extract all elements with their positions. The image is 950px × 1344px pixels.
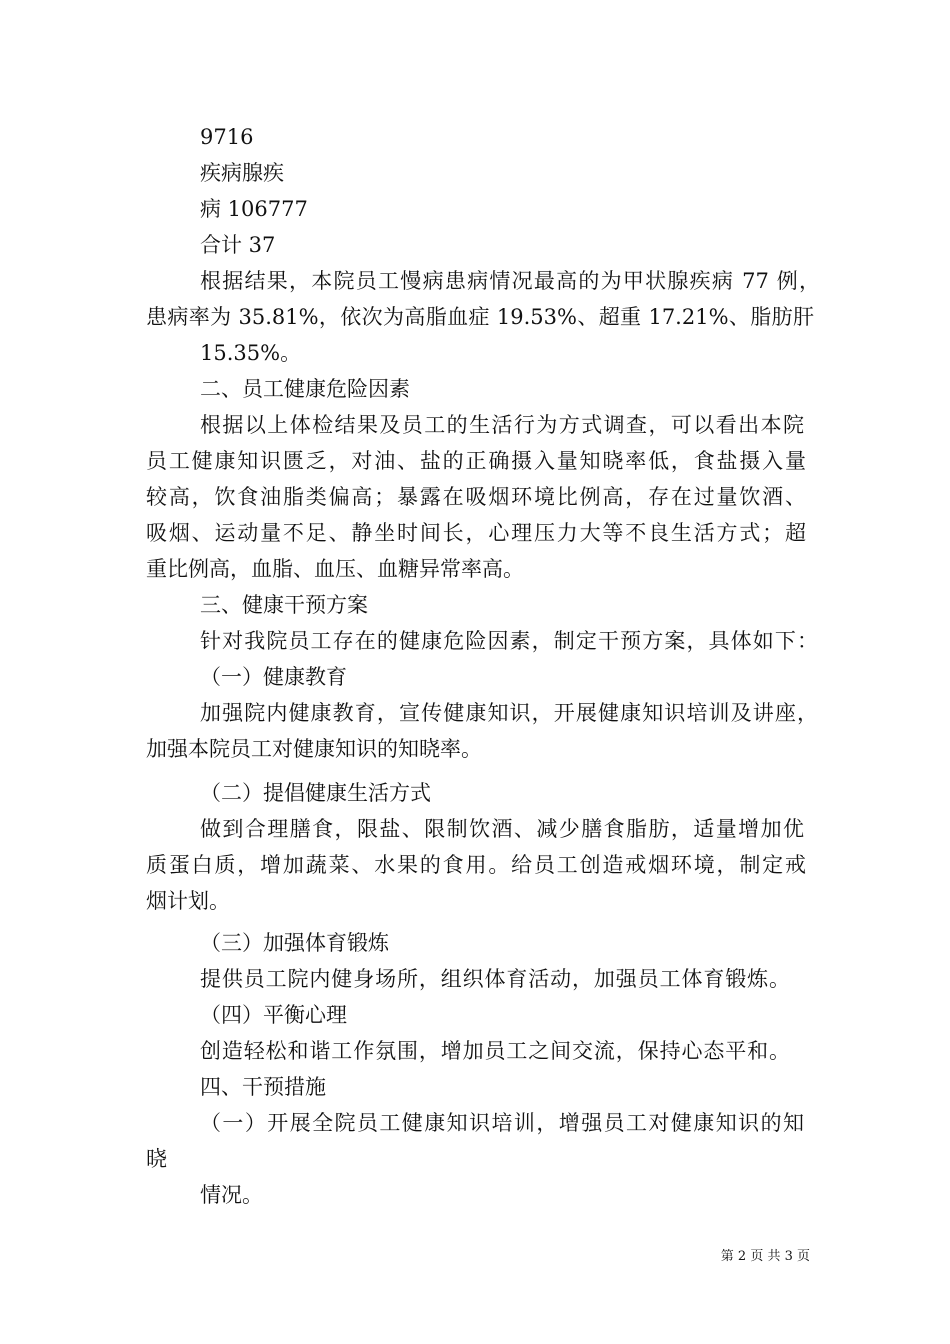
paragraph-line: 创造轻松和谐工作氛围，增加员工之间交流，保持心态平和。 bbox=[200, 1039, 790, 1063]
paragraph-line: （一）开展全院员工健康知识培训，增强员工对健康知识的知 bbox=[200, 1111, 804, 1135]
paragraph-line: 根据以上体检结果及员工的生活行为方式调查，可以看出本院 bbox=[200, 413, 804, 437]
paragraph-line: 15.35%。 bbox=[200, 341, 302, 365]
paragraph-line: 针对我院员工存在的健康危险因素，制定干预方案，具体如下： bbox=[200, 629, 818, 653]
subsection-heading: （三）加强体育锻炼 bbox=[200, 931, 389, 955]
text-line: 病 106777 bbox=[200, 197, 308, 221]
paragraph-line: 重比例高，血脂、血压、血糖异常率高。 bbox=[146, 557, 524, 581]
text-line: 疾病腺疾 bbox=[200, 161, 284, 185]
paragraph-line: 吸烟、运动量不足、静坐时间长，心理压力大等不良生活方式；超 bbox=[146, 521, 806, 545]
page-number: 第 2 页 共 3 页 bbox=[720, 1249, 810, 1264]
paragraph-line: 烟计划。 bbox=[146, 889, 230, 913]
paragraph-line: 提供员工院内健身场所，组织体育活动，加强员工体育锻炼。 bbox=[200, 967, 790, 991]
paragraph-line: 质蛋白质，增加蔬菜、水果的食用。给员工创造戒烟环境，制定戒 bbox=[146, 853, 806, 877]
paragraph-line: 加强本院员工对健康知识的知晓率。 bbox=[146, 737, 482, 761]
section-heading: 二、员工健康危险因素 bbox=[200, 377, 410, 401]
section-heading: 四、干预措施 bbox=[200, 1075, 326, 1099]
subsection-heading: （二）提倡健康生活方式 bbox=[200, 781, 431, 805]
text-line: 合计 37 bbox=[200, 233, 276, 257]
paragraph-line: 晓 bbox=[146, 1147, 167, 1171]
paragraph-line: 根据结果，本院员工慢病患病情况最高的为甲状腺疾病 77 例， bbox=[200, 269, 820, 293]
paragraph-line: 患病率为 35.81%，依次为高脂血症 19.53%、超重 17.21%、脂肪肝 bbox=[146, 305, 814, 329]
subsection-heading: （四）平衡心理 bbox=[200, 1003, 347, 1027]
paragraph-line: 做到合理膳食，限盐、限制饮酒、减少膳食脂肪，适量增加优 bbox=[200, 817, 804, 841]
section-heading: 三、健康干预方案 bbox=[200, 593, 368, 617]
paragraph-line: 情况。 bbox=[200, 1183, 263, 1207]
paragraph-line: 较高，饮食油脂类偏高；暴露在吸烟环境比例高，存在过量饮酒、 bbox=[146, 485, 806, 509]
subsection-heading: （一）健康教育 bbox=[200, 665, 347, 689]
text-line: 9716 bbox=[200, 125, 254, 149]
paragraph-line: 员工健康知识匮乏，对油、盐的正确摄入量知晓率低，食盐摄入量 bbox=[146, 449, 806, 473]
paragraph-line: 加强院内健康教育，宣传健康知识，开展健康知识培训及讲座， bbox=[200, 701, 818, 725]
